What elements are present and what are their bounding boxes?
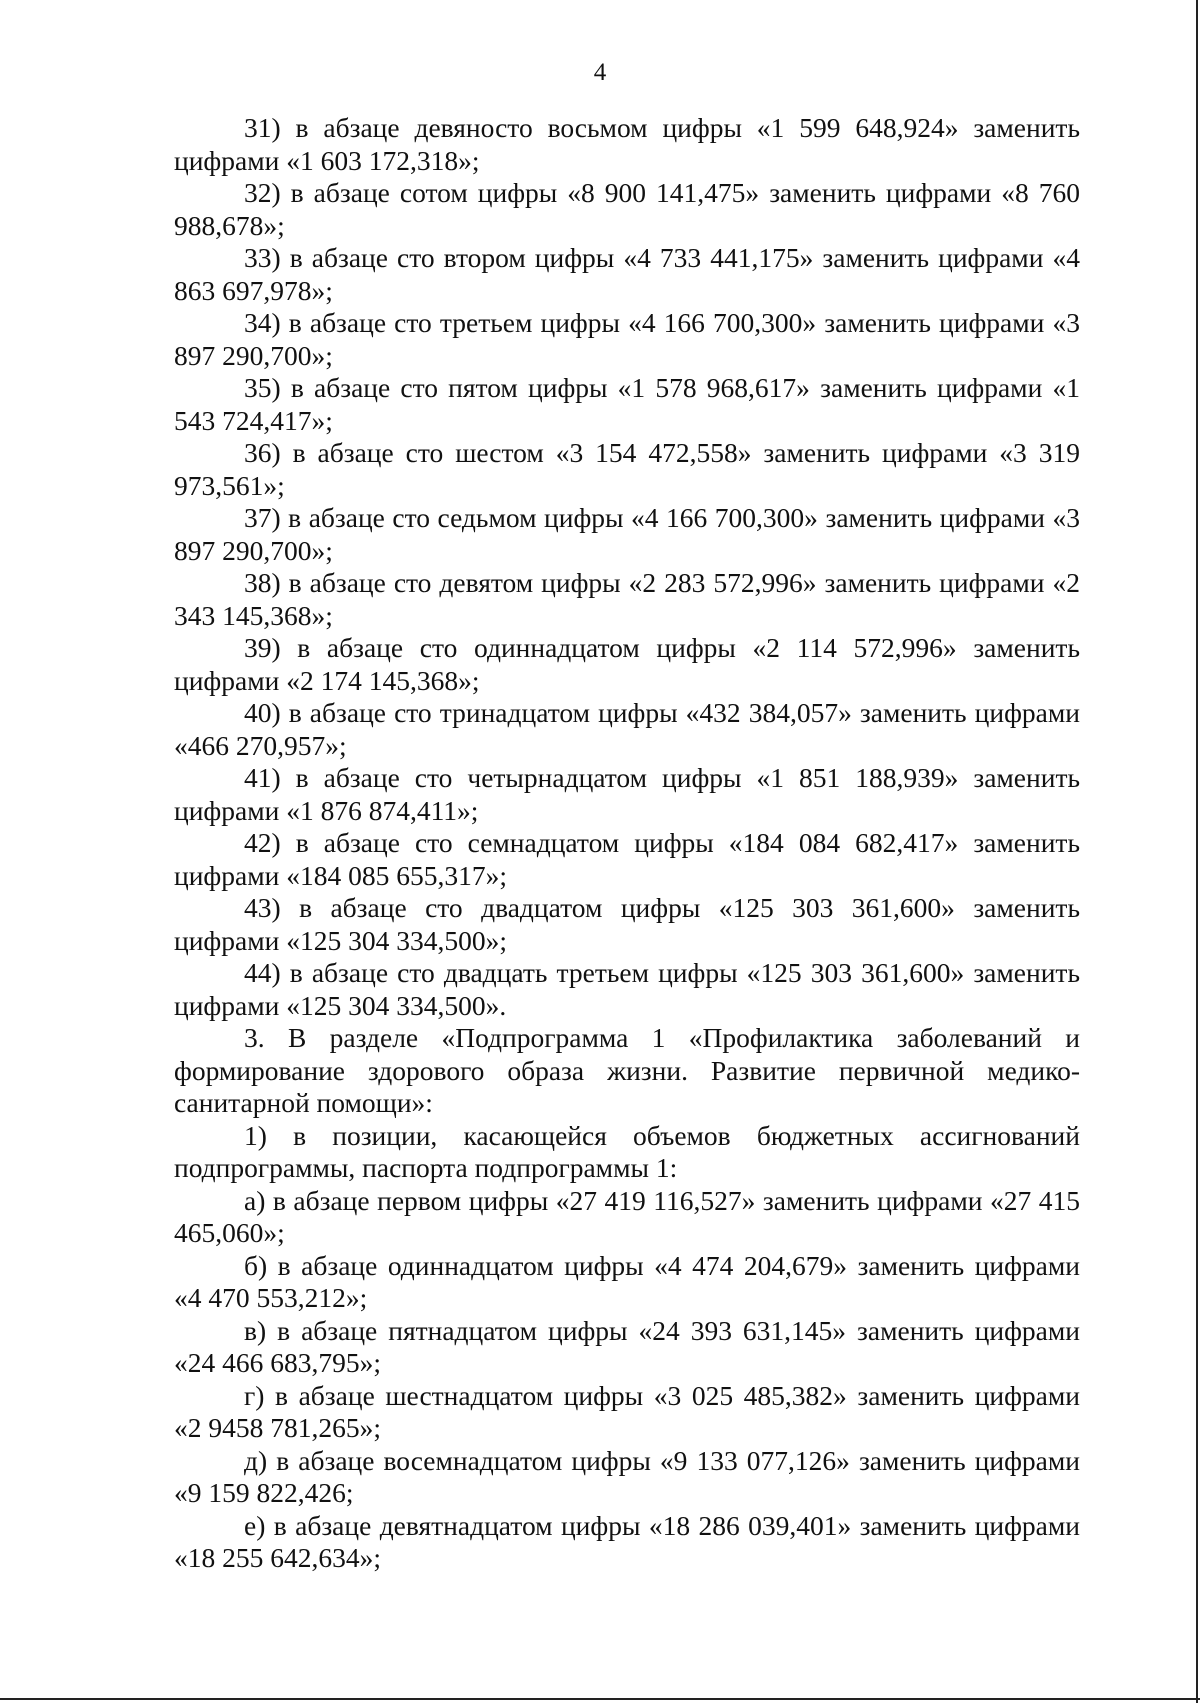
paragraph-item-37: 37) в абзаце сто седьмом цифры «4 166 700,300» заменить цифрами «3 897 290,700»;: [174, 502, 1080, 566]
paragraph-item-44: 44) в абзаце сто двадцать третьем цифры «125 303 361,600» заменить цифрами «125 304 334,500».: [174, 957, 1080, 1021]
subitem-d: д) в абзаце восемнадцатом цифры «9 133 077,126» заменить цифрами «9 159 822,426;: [174, 1444, 1080, 1508]
paragraph-item-42: 42) в абзаце сто семнадцатом цифры «184 084 682,417» заменить цифрами «184 085 655,317»;: [174, 827, 1080, 891]
paragraph-item-40: 40) в абзаце сто тринадцатом цифры «432 384,057» заменить цифрами «466 270,957»;: [174, 697, 1080, 761]
subsection-1-paragraph: 1) в позиции, касающейся объемов бюджетных ассигнований подпрограммы, паспорта подпрограммы 1:: [174, 1119, 1080, 1183]
scan-edge-line-right: [1196, 0, 1198, 1703]
paragraph-item-33: 33) в абзаце сто втором цифры «4 733 441,175» заменить цифрами «4 863 697,978»;: [174, 242, 1080, 306]
document-body: [174, 112, 1080, 1575]
paragraph-item-35: 35) в абзаце сто пятом цифры «1 578 968,617» заменить цифрами «1 543 724,417»;: [174, 372, 1080, 436]
subitem-a: а) в абзаце первом цифры «27 419 116,527» заменить цифрами «27 415 465,060»;: [174, 1184, 1080, 1248]
subitem-v: в) в абзаце пятнадцатом цифры «24 393 631,145» заменить цифрами «24 466 683,795»;: [174, 1314, 1080, 1378]
subitem-g: г) в абзаце шестнадцатом цифры «3 025 485,382» заменить цифрами «2 9458 781,265»;: [174, 1379, 1080, 1443]
subitem-b: б) в абзаце одиннадцатом цифры «4 474 204,679» заменить цифрами «4 470 553,212»;: [174, 1249, 1080, 1313]
paragraph-item-38: 38) в абзаце сто девятом цифры «2 283 572,996» заменить цифрами «2 343 145,368»;: [174, 567, 1080, 631]
paragraph-item-31: 31) в абзаце девяносто восьмом цифры «1 599 648,924» заменить цифрами «1 603 172,318»;: [174, 112, 1080, 176]
paragraph-item-36: 36) в абзаце сто шестом «3 154 472,558» заменить цифрами «3 319 973,561»;: [174, 437, 1080, 501]
page-number: 4: [593, 59, 607, 86]
scan-edge-line-bottom: [0, 1698, 1200, 1700]
paragraph-item-39: 39) в абзаце сто одиннадцатом цифры «2 114 572,996» заменить цифрами «2 174 145,368»;: [174, 632, 1080, 696]
paragraph-item-32: 32) в абзаце сотом цифры «8 900 141,475» заменить цифрами «8 760 988,678»;: [174, 177, 1080, 241]
section-3-heading: 3. В разделе «Подпрограмма 1 «Профилактика заболеваний и формирование здорового образа жизни. Развитие первичной медико-санитарной помощи»:: [174, 1022, 1080, 1118]
subitem-e: е) в абзаце девятнадцатом цифры «18 286 039,401» заменить цифрами «18 255 642,634»;: [174, 1509, 1080, 1573]
paragraph-item-34: 34) в абзаце сто третьем цифры «4 166 700,300» заменить цифрами «3 897 290,700»;: [174, 307, 1080, 371]
paragraph-item-41: 41) в абзаце сто четырнадцатом цифры «1 851 188,939» заменить цифрами «1 876 874,411»;: [174, 762, 1080, 826]
paragraph-item-43: 43) в абзаце сто двадцатом цифры «125 303 361,600» заменить цифрами «125 304 334,500»;: [174, 892, 1080, 956]
